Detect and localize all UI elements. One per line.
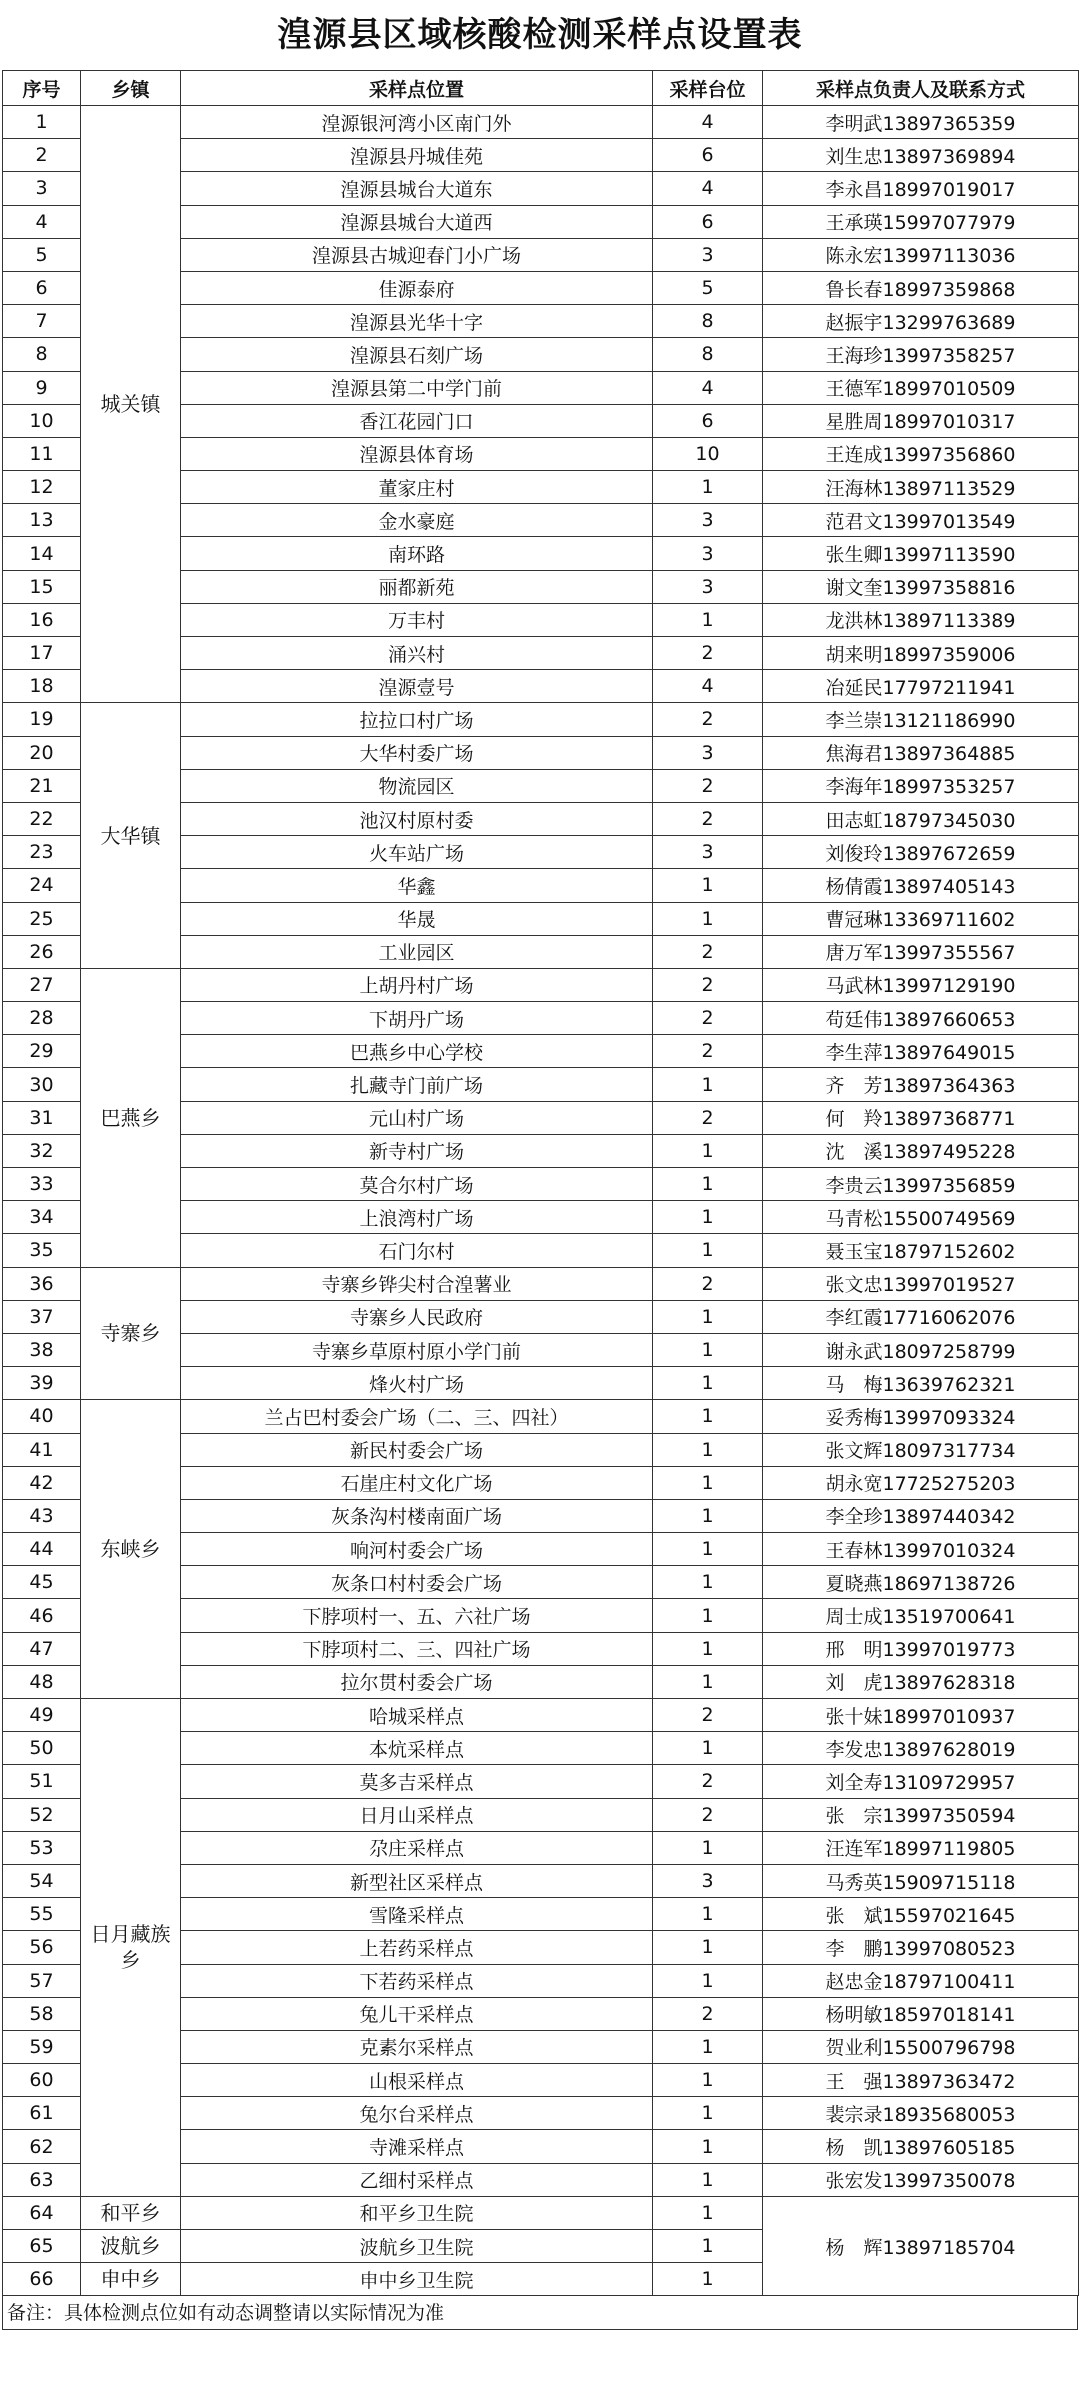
cell-serial: 15	[3, 570, 81, 603]
cell-location: 湟源县城台大道西	[181, 205, 653, 238]
table-row	[3, 968, 1079, 1001]
cell-contact: 田志虹18797345030	[763, 802, 1079, 835]
cell-stations: 1	[653, 1898, 763, 1931]
cell-location: 兰占巴村委会广场（二、三、四社）	[181, 1400, 653, 1433]
cell-location: 湟源县城台大道东	[181, 172, 653, 205]
cell-contact: 张文辉18097317734	[763, 1433, 1079, 1466]
cell-location: 雪隆采样点	[181, 1898, 653, 1931]
cell-contact: 冶延民17797211941	[763, 670, 1079, 703]
header-stations: 采样台位	[653, 71, 763, 106]
cell-contact: 邢 明13997019773	[763, 1632, 1079, 1665]
cell-location: 克素尔采样点	[181, 2030, 653, 2063]
cell-location: 日月山采样点	[181, 1798, 653, 1831]
cell-contact: 马 梅13639762321	[763, 1367, 1079, 1400]
cell-contact: 夏晓燕18697138726	[763, 1566, 1079, 1599]
cell-serial: 7	[3, 305, 81, 338]
cell-serial: 10	[3, 404, 81, 437]
cell-location: 山根采样点	[181, 2064, 653, 2097]
cell-contact: 马武林13997129190	[763, 968, 1079, 1001]
cell-location: 工业园区	[181, 935, 653, 968]
cell-location: 下若药采样点	[181, 1964, 653, 1997]
cell-serial: 11	[3, 437, 81, 470]
cell-serial: 16	[3, 603, 81, 636]
cell-stations: 2	[653, 1765, 763, 1798]
cell-serial: 41	[3, 1433, 81, 1466]
cell-contact: 李明武13897365359	[763, 106, 1079, 139]
cell-serial: 1	[3, 106, 81, 139]
cell-location: 新型社区采样点	[181, 1864, 653, 1897]
cell-serial: 25	[3, 902, 81, 935]
cell-stations: 1	[653, 1333, 763, 1366]
cell-contact: 王连成13997356860	[763, 437, 1079, 470]
cell-contact: 马秀英15909715118	[763, 1864, 1079, 1897]
cell-stations: 1	[653, 2230, 763, 2263]
cell-location: 寺寨乡人民政府	[181, 1300, 653, 1333]
cell-serial: 44	[3, 1533, 81, 1566]
cell-serial: 34	[3, 1201, 81, 1234]
cell-location: 寺寨乡铧尖村合湟薯业	[181, 1267, 653, 1300]
cell-town: 和平乡	[81, 2196, 181, 2229]
cell-contact: 龙洪林13897113389	[763, 603, 1079, 636]
cell-serial: 66	[3, 2263, 81, 2296]
cell-stations: 2	[653, 802, 763, 835]
cell-contact: 贺业利15500796798	[763, 2030, 1079, 2063]
cell-contact: 赵振宇13299763689	[763, 305, 1079, 338]
cell-location: 湟源县石刻广场	[181, 338, 653, 371]
cell-location: 火车站广场	[181, 836, 653, 869]
cell-location: 湟源壹号	[181, 670, 653, 703]
cell-location: 本炕采样点	[181, 1732, 653, 1765]
cell-contact: 王德军18997010509	[763, 371, 1079, 404]
cell-stations: 2	[653, 935, 763, 968]
cell-serial: 55	[3, 1898, 81, 1931]
cell-contact: 王承瑛15997077979	[763, 205, 1079, 238]
cell-location: 华晟	[181, 902, 653, 935]
cell-contact: 齐 芳13897364363	[763, 1068, 1079, 1101]
cell-stations: 3	[653, 504, 763, 537]
cell-location: 哈城采样点	[181, 1699, 653, 1732]
cell-contact: 李 鹏13997080523	[763, 1931, 1079, 1964]
cell-serial: 64	[3, 2196, 81, 2229]
cell-stations: 10	[653, 437, 763, 470]
cell-contact: 唐万军13997355567	[763, 935, 1079, 968]
cell-location: 董家庄村	[181, 471, 653, 504]
cell-stations: 1	[653, 2263, 763, 2296]
cell-serial: 6	[3, 271, 81, 304]
cell-stations: 2	[653, 1035, 763, 1068]
header-contact: 采样点负责人及联系方式	[763, 71, 1079, 106]
cell-contact: 刘 虎13897628318	[763, 1665, 1079, 1698]
cell-serial: 29	[3, 1035, 81, 1068]
cell-serial: 51	[3, 1765, 81, 1798]
cell-stations: 2	[653, 1699, 763, 1732]
cell-contact: 杨倩霞13897405143	[763, 869, 1079, 902]
cell-contact: 范君文13997013549	[763, 504, 1079, 537]
cell-location: 灰条口村村委会广场	[181, 1566, 653, 1599]
cell-stations: 4	[653, 172, 763, 205]
cell-serial: 42	[3, 1466, 81, 1499]
cell-stations: 1	[653, 1168, 763, 1201]
table-row	[3, 1267, 1079, 1300]
cell-location: 寺寨乡草原村原小学门前	[181, 1333, 653, 1366]
cell-serial: 58	[3, 1997, 81, 2030]
cell-location: 兔儿干采样点	[181, 1997, 653, 2030]
cell-contact: 何 羚13897368771	[763, 1101, 1079, 1134]
cell-stations: 1	[653, 1234, 763, 1267]
cell-location: 香江花园门口	[181, 404, 653, 437]
cell-location: 华鑫	[181, 869, 653, 902]
cell-location: 物流园区	[181, 769, 653, 802]
cell-stations: 1	[653, 869, 763, 902]
cell-contact: 刘俊玲13897672659	[763, 836, 1079, 869]
cell-contact: 沈 溪13897495228	[763, 1134, 1079, 1167]
cell-serial: 28	[3, 1002, 81, 1035]
sampling-sites-table	[2, 70, 1079, 2296]
cell-serial: 32	[3, 1134, 81, 1167]
cell-location: 乙细村采样点	[181, 2163, 653, 2196]
cell-serial: 45	[3, 1566, 81, 1599]
cell-contact: 杨 凯13897605185	[763, 2130, 1079, 2163]
cell-stations: 2	[653, 1997, 763, 2030]
cell-serial: 52	[3, 1798, 81, 1831]
cell-serial: 50	[3, 1732, 81, 1765]
cell-stations: 6	[653, 139, 763, 172]
table-row	[3, 2196, 1079, 2229]
cell-location: 拉尔贯村委会广场	[181, 1665, 653, 1698]
cell-stations: 1	[653, 1964, 763, 1997]
header-location: 采样点位置	[181, 71, 653, 106]
cell-location: 下胡丹广场	[181, 1002, 653, 1035]
cell-stations: 1	[653, 471, 763, 504]
cell-serial: 46	[3, 1599, 81, 1632]
table-header-row	[3, 71, 1079, 106]
cell-serial: 38	[3, 1333, 81, 1366]
cell-serial: 4	[3, 205, 81, 238]
cell-location: 莫多吉采样点	[181, 1765, 653, 1798]
cell-stations: 4	[653, 371, 763, 404]
cell-stations: 1	[653, 1300, 763, 1333]
cell-contact: 裴宗录18935680053	[763, 2097, 1079, 2130]
cell-stations: 2	[653, 1101, 763, 1134]
cell-location: 新寺村广场	[181, 1134, 653, 1167]
cell-stations: 1	[653, 1134, 763, 1167]
cell-contact: 张文忠13997019527	[763, 1267, 1079, 1300]
cell-stations: 1	[653, 1665, 763, 1698]
table-row	[3, 1400, 1079, 1433]
cell-stations: 2	[653, 1267, 763, 1300]
cell-contact: 妥秀梅13997093324	[763, 1400, 1079, 1433]
cell-serial: 35	[3, 1234, 81, 1267]
cell-serial: 20	[3, 736, 81, 769]
cell-location: 佳源泰府	[181, 271, 653, 304]
cell-contact: 李兰崇13121186990	[763, 703, 1079, 736]
cell-stations: 2	[653, 703, 763, 736]
cell-stations: 1	[653, 2030, 763, 2063]
cell-serial: 48	[3, 1665, 81, 1698]
cell-serial: 60	[3, 2064, 81, 2097]
cell-serial: 5	[3, 238, 81, 271]
cell-stations: 3	[653, 836, 763, 869]
cell-stations: 1	[653, 1466, 763, 1499]
cell-location: 大华村委广场	[181, 736, 653, 769]
cell-contact: 谢文奎13997358816	[763, 570, 1079, 603]
cell-location: 巴燕乡中心学校	[181, 1035, 653, 1068]
cell-serial: 2	[3, 139, 81, 172]
cell-contact: 赵忠金18797100411	[763, 1964, 1079, 1997]
cell-contact: 汪海林13897113529	[763, 471, 1079, 504]
cell-town: 巴燕乡	[81, 968, 181, 1267]
cell-serial: 40	[3, 1400, 81, 1433]
cell-serial: 47	[3, 1632, 81, 1665]
cell-town: 寺寨乡	[81, 1267, 181, 1400]
cell-contact: 杨明敏18597018141	[763, 1997, 1079, 2030]
cell-stations: 6	[653, 404, 763, 437]
cell-contact: 谢永武18097258799	[763, 1333, 1079, 1366]
cell-contact: 李贵云13997356859	[763, 1168, 1079, 1201]
cell-contact: 李红霞17716062076	[763, 1300, 1079, 1333]
cell-contact: 张生卿13997113590	[763, 537, 1079, 570]
cell-stations: 1	[653, 2163, 763, 2196]
cell-serial: 37	[3, 1300, 81, 1333]
cell-contact: 曹冠琳13369711602	[763, 902, 1079, 935]
cell-location: 湟源县体育场	[181, 437, 653, 470]
cell-contact: 李发忠13897628019	[763, 1732, 1079, 1765]
cell-town: 波航乡	[81, 2230, 181, 2263]
cell-serial: 57	[3, 1964, 81, 1997]
cell-serial: 54	[3, 1864, 81, 1897]
cell-stations: 2	[653, 637, 763, 670]
cell-contact: 刘全寿13109729957	[763, 1765, 1079, 1798]
cell-location: 涌兴村	[181, 637, 653, 670]
cell-contact: 汪连军18997119805	[763, 1831, 1079, 1864]
cell-serial: 3	[3, 172, 81, 205]
cell-stations: 1	[653, 1732, 763, 1765]
cell-stations: 1	[653, 1831, 763, 1864]
cell-location: 新民村委会广场	[181, 1433, 653, 1466]
cell-location: 石门尔村	[181, 1234, 653, 1267]
cell-location: 兔尔台采样点	[181, 2097, 653, 2130]
cell-location: 石崖庄村文化广场	[181, 1466, 653, 1499]
cell-stations: 1	[653, 2196, 763, 2229]
cell-location: 响河村委会广场	[181, 1533, 653, 1566]
cell-contact: 李永昌18997019017	[763, 172, 1079, 205]
cell-contact: 张十妹18997010937	[763, 1699, 1079, 1732]
table-row	[3, 106, 1079, 139]
cell-contact: 鲁长春18997359868	[763, 271, 1079, 304]
footnote: 备注：具体检测点位如有动态调整请以实际情况为准	[2, 2296, 1078, 2330]
cell-stations: 2	[653, 1798, 763, 1831]
cell-location: 寺滩采样点	[181, 2130, 653, 2163]
cell-location: 湟源县第二中学门前	[181, 371, 653, 404]
cell-serial: 43	[3, 1499, 81, 1532]
cell-stations: 2	[653, 1002, 763, 1035]
cell-serial: 13	[3, 504, 81, 537]
cell-serial: 61	[3, 2097, 81, 2130]
cell-location: 池汉村原村委	[181, 802, 653, 835]
cell-contact: 刘生忠13897369894	[763, 139, 1079, 172]
cell-contact: 星胜周18997010317	[763, 404, 1079, 437]
cell-stations: 1	[653, 1068, 763, 1101]
cell-serial: 36	[3, 1267, 81, 1300]
cell-stations: 1	[653, 1931, 763, 1964]
table-body	[3, 106, 1079, 2296]
cell-serial: 9	[3, 371, 81, 404]
cell-serial: 63	[3, 2163, 81, 2196]
cell-serial: 8	[3, 338, 81, 371]
cell-location: 上胡丹村广场	[181, 968, 653, 1001]
cell-serial: 23	[3, 836, 81, 869]
cell-stations: 1	[653, 1632, 763, 1665]
cell-stations: 1	[653, 1433, 763, 1466]
cell-location: 申中乡卫生院	[181, 2263, 653, 2296]
cell-location: 扎藏寺门前广场	[181, 1068, 653, 1101]
cell-stations: 1	[653, 603, 763, 636]
table-row	[3, 1699, 1079, 1732]
cell-contact: 周士成13519700641	[763, 1599, 1079, 1632]
cell-stations: 1	[653, 902, 763, 935]
table-row	[3, 703, 1079, 736]
cell-serial: 56	[3, 1931, 81, 1964]
cell-stations: 3	[653, 1864, 763, 1897]
cell-serial: 12	[3, 471, 81, 504]
header-serial: 序号	[3, 71, 81, 106]
cell-stations: 6	[653, 205, 763, 238]
cell-serial: 14	[3, 537, 81, 570]
cell-location: 下脖项村二、三、四社广场	[181, 1632, 653, 1665]
cell-stations: 1	[653, 1566, 763, 1599]
cell-stations: 4	[653, 106, 763, 139]
cell-stations: 3	[653, 736, 763, 769]
cell-stations: 1	[653, 2064, 763, 2097]
cell-location: 湟源县古城迎春门小广场	[181, 238, 653, 271]
cell-stations: 2	[653, 769, 763, 802]
cell-location: 万丰村	[181, 603, 653, 636]
cell-stations: 2	[653, 968, 763, 1001]
cell-serial: 59	[3, 2030, 81, 2063]
cell-contact: 张 斌15597021645	[763, 1898, 1079, 1931]
cell-stations: 8	[653, 338, 763, 371]
cell-serial: 53	[3, 1831, 81, 1864]
cell-location: 上浪湾村广场	[181, 1201, 653, 1234]
cell-contact: 陈永宏13997113036	[763, 238, 1079, 271]
cell-town: 日月藏族乡	[81, 1699, 181, 2197]
cell-serial: 17	[3, 637, 81, 670]
cell-location: 下脖项村一、五、六社广场	[181, 1599, 653, 1632]
cell-stations: 1	[653, 1400, 763, 1433]
cell-contact: 王海珍13997358257	[763, 338, 1079, 371]
cell-stations: 3	[653, 238, 763, 271]
cell-stations: 4	[653, 670, 763, 703]
cell-location: 灰条沟村楼南面广场	[181, 1499, 653, 1532]
cell-stations: 3	[653, 570, 763, 603]
cell-contact: 苟廷伟13897660653	[763, 1002, 1079, 1035]
cell-location: 南环路	[181, 537, 653, 570]
cell-stations: 1	[653, 1499, 763, 1532]
cell-stations: 5	[653, 271, 763, 304]
cell-location: 尕庄采样点	[181, 1831, 653, 1864]
cell-stations: 1	[653, 1367, 763, 1400]
cell-contact: 马青松15500749569	[763, 1201, 1079, 1234]
cell-stations: 1	[653, 2097, 763, 2130]
cell-location: 和平乡卫生院	[181, 2196, 653, 2229]
cell-location: 波航乡卫生院	[181, 2230, 653, 2263]
cell-contact: 王 强13897363472	[763, 2064, 1079, 2097]
cell-contact: 张 宗13997350594	[763, 1798, 1079, 1831]
cell-location: 湟源县光华十字	[181, 305, 653, 338]
cell-contact: 杨 辉13897185704	[763, 2196, 1079, 2296]
cell-stations: 1	[653, 1201, 763, 1234]
cell-location: 拉拉口村广场	[181, 703, 653, 736]
cell-location: 上若药采样点	[181, 1931, 653, 1964]
cell-town: 东峡乡	[81, 1400, 181, 1699]
cell-contact: 胡永宽17725275203	[763, 1466, 1079, 1499]
cell-contact: 胡来明18997359006	[763, 637, 1079, 670]
cell-serial: 65	[3, 2230, 81, 2263]
cell-location: 烽火村广场	[181, 1367, 653, 1400]
cell-location: 湟源银河湾小区南门外	[181, 106, 653, 139]
cell-serial: 39	[3, 1367, 81, 1400]
cell-serial: 19	[3, 703, 81, 736]
cell-stations: 1	[653, 1599, 763, 1632]
cell-location: 金水豪庭	[181, 504, 653, 537]
cell-contact: 李海年18997353257	[763, 769, 1079, 802]
page-title: 湟源县区域核酸检测采样点设置表	[277, 15, 803, 55]
cell-contact: 焦海君13897364885	[763, 736, 1079, 769]
cell-serial: 21	[3, 769, 81, 802]
cell-serial: 31	[3, 1101, 81, 1134]
cell-contact: 李生萍13897649015	[763, 1035, 1079, 1068]
cell-serial: 49	[3, 1699, 81, 1732]
cell-serial: 22	[3, 802, 81, 835]
cell-contact: 王春林13997010324	[763, 1533, 1079, 1566]
cell-stations: 1	[653, 2130, 763, 2163]
header-town: 乡镇	[81, 71, 181, 106]
cell-location: 元山村广场	[181, 1101, 653, 1134]
cell-town: 城关镇	[81, 106, 181, 703]
cell-location: 丽都新苑	[181, 570, 653, 603]
cell-contact: 聂玉宝18797152602	[763, 1234, 1079, 1267]
cell-stations: 1	[653, 1533, 763, 1566]
cell-contact: 张宏发13997350078	[763, 2163, 1079, 2196]
cell-serial: 62	[3, 2130, 81, 2163]
cell-serial: 18	[3, 670, 81, 703]
cell-stations: 8	[653, 305, 763, 338]
cell-serial: 26	[3, 935, 81, 968]
cell-serial: 27	[3, 968, 81, 1001]
cell-location: 湟源县丹城佳苑	[181, 139, 653, 172]
cell-town: 大华镇	[81, 703, 181, 969]
cell-contact: 李全珍13897440342	[763, 1499, 1079, 1532]
cell-stations: 3	[653, 537, 763, 570]
cell-serial: 24	[3, 869, 81, 902]
cell-serial: 33	[3, 1168, 81, 1201]
cell-location: 莫合尔村广场	[181, 1168, 653, 1201]
cell-serial: 30	[3, 1068, 81, 1101]
cell-town: 申中乡	[81, 2263, 181, 2296]
